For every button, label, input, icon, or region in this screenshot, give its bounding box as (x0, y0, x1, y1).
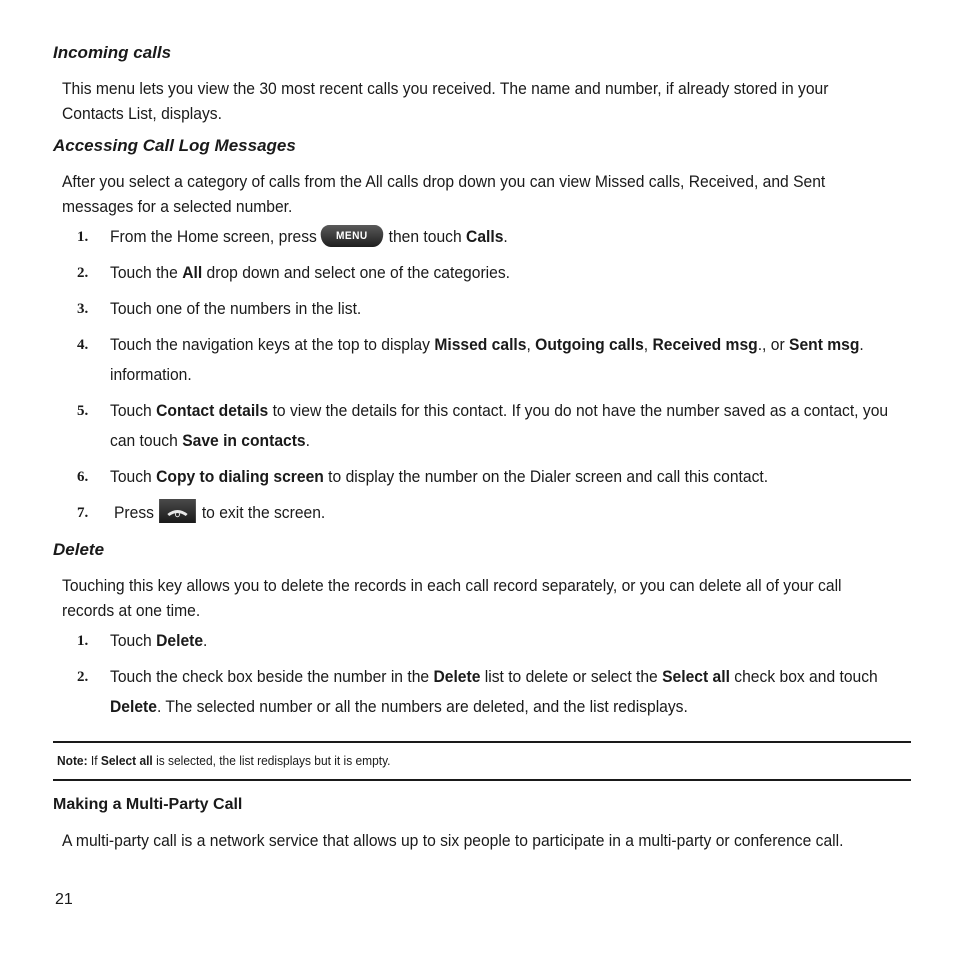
step-6: Touch Copy to dialing screen to display the number on the Dialer screen and call this contact. (110, 467, 769, 486)
note-bottom-rule (53, 779, 911, 781)
step-number: 3. (77, 301, 89, 317)
incoming-calls-body: This menu lets you view the 30 most recent calls you received. The name and number, if already stored in your Contacts List, displays. (62, 79, 829, 123)
step-number: 5. (77, 403, 89, 419)
step-1: From the Home screen, press MENU then touch Calls. (110, 222, 508, 252)
step-number: 2. (77, 669, 89, 685)
heading-incoming-calls: Incoming calls (53, 43, 172, 62)
multi-party-body: A multi-party call is a network service that allows up to six people to participate in a multi-party or conference call. (62, 831, 844, 850)
accessing-body: After you select a category of calls from the All calls drop down you can view Missed calls, Received, and Sent messages for a selected number. (62, 172, 826, 216)
delete-body: Touching this key allows you to delete the records in each call record separately, or you can delete all of your call records at one time. (62, 576, 842, 620)
step-number: 6. (77, 469, 89, 485)
step-number: 1. (77, 229, 89, 245)
note-top-rule (53, 741, 911, 743)
menu-key-icon: MENU (321, 225, 384, 247)
heading-multi-party-call: Making a Multi-Party Call (53, 796, 243, 813)
delete-step-1: Touch Delete. (110, 631, 208, 650)
delete-step-2: Touch the check box beside the number in the Delete list to delete or select the Select all check box and touch Delete. The selected number or all the numbers are deleted, and the list redisplays. (110, 667, 878, 716)
heading-accessing-call-log: Accessing Call Log Messages (53, 136, 296, 155)
step-2: Touch the All drop down and select one of the categories. (110, 263, 510, 282)
end-call-key-icon (160, 499, 197, 523)
step-number: 4. (77, 337, 89, 353)
heading-delete: Delete (53, 540, 105, 559)
step-number: 7. (77, 505, 89, 521)
note: Note: If Select all is selected, the list redisplays but it is empty. (57, 753, 391, 768)
step-5: Touch Contact details to view the details for this contact. If you do not have the number saved as a contact, you can touch Save in contacts. (110, 401, 889, 450)
step-7: Press to exit the screen. (114, 498, 325, 528)
step-number: 1. (77, 633, 89, 649)
page-number: 21 (55, 891, 73, 908)
step-number: 2. (77, 265, 89, 281)
step-4-continued: information. (110, 365, 192, 384)
step-3: Touch one of the numbers in the list. (110, 299, 362, 318)
step-4: Touch the navigation keys at the top to display Missed calls, Outgoing calls, Received msg., or Sent msg. (110, 335, 864, 354)
